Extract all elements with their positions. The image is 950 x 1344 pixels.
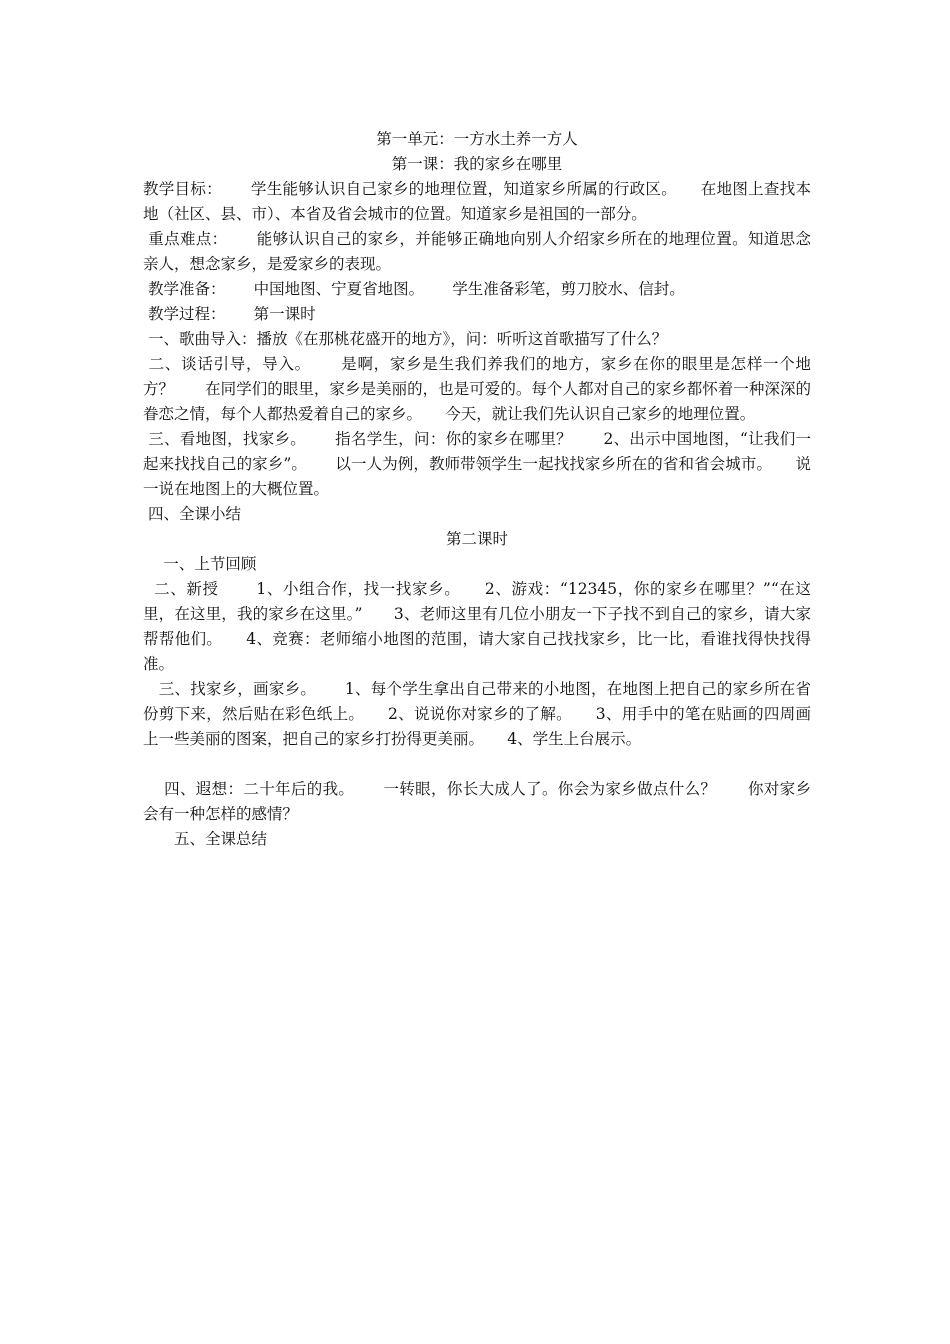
document-page bbox=[143, 127, 811, 852]
paragraph-song-intro: 一、歌曲导入：播放《在那桃花盛开的地方》，问：听听这首歌描写了什么？ bbox=[143, 330, 668, 348]
paragraph-find-draw: 三、找家乡，画家乡。 1、每个学生拿出自己带来的小地图，在地图上把自己的家乡所在省份剪下来，然后贴在彩色纸上。 2、说说你对家乡的了解。 3、用手中的笔在贴画的四周画上一些美丽的图案，把自己的家乡打扮得更美丽。 4、学生上台展示。 bbox=[143, 680, 811, 748]
lesson-title: 第一课：我的家乡在哪里 bbox=[391, 155, 563, 173]
paragraph-preparation: 教学准备： 中国地图、宁夏省地图。 学生准备彩笔，剪刀胶水、信封。 bbox=[143, 280, 685, 298]
paragraph-new-lesson: 二、新授 1、小组合作，找一找家乡。 2、游戏：“12345，你的家乡在哪里？”“在这里，在这里，我的家乡在这里。” 3、老师这里有几位小朋友一下子找不到自己的家乡，请大家帮帮他们。 4、竞赛：老师缩小地图的范围，请大家自己找找家乡，比一比，看谁找得快找得准。 bbox=[143, 580, 811, 673]
paragraph-key-points: 重点难点： 能够认识自己的家乡，并能够正确地向别人介绍家乡所在的地理位置。知道思念亲人，想念家乡，是爱家乡的表现。 bbox=[143, 230, 811, 273]
paragraph-summary: 四、全课小结 bbox=[143, 505, 241, 523]
paragraph-final-summary: 五、全课总结 bbox=[143, 830, 268, 848]
paragraph-review: 一、上节回顾 bbox=[143, 555, 257, 573]
paragraph-imagine: 四、遐想：二十年后的我。 一转眼，你长大成人了。你会为家乡做点什么？ 你对家乡会有一种怎样的感情？ bbox=[143, 780, 811, 823]
paragraph-process: 教学过程： 第一课时 bbox=[143, 305, 316, 323]
paragraph-objectives: 教学目标： 学生能够认识自己家乡的地理位置，知道家乡所属的行政区。 在地图上查找本地（社区、县、市）、本省及省会城市的位置。知道家乡是祖国的一部分。 bbox=[143, 180, 811, 223]
blank-line bbox=[143, 752, 811, 777]
paragraph-map: 三、看地图，找家乡。 指名学生，问：你的家乡在哪里？ 2、出示中国地图，“让我们一起来找找自己的家乡”。 以一人为例，教师带领学生一起找找家乡所在的省和省会城市。 说一说在地图上的大概位置。 bbox=[143, 430, 811, 498]
paragraph-conversation: 二、谈话引导，导入。 是啊，家乡是生我们养我们的地方，家乡在你的眼里是怎样一个地方？ 在同学们的眼里，家乡是美丽的，也是可爱的。每个人都对自己的家乡都怀着一种深深的眷恋之情，每个人都热爱着自己的家乡。 今天，就让我们先认识自己家乡的地理位置。 bbox=[143, 355, 811, 423]
unit-title: 第一单元：一方水土养一方人 bbox=[376, 130, 578, 148]
second-lesson-title: 第二课时 bbox=[445, 530, 508, 548]
